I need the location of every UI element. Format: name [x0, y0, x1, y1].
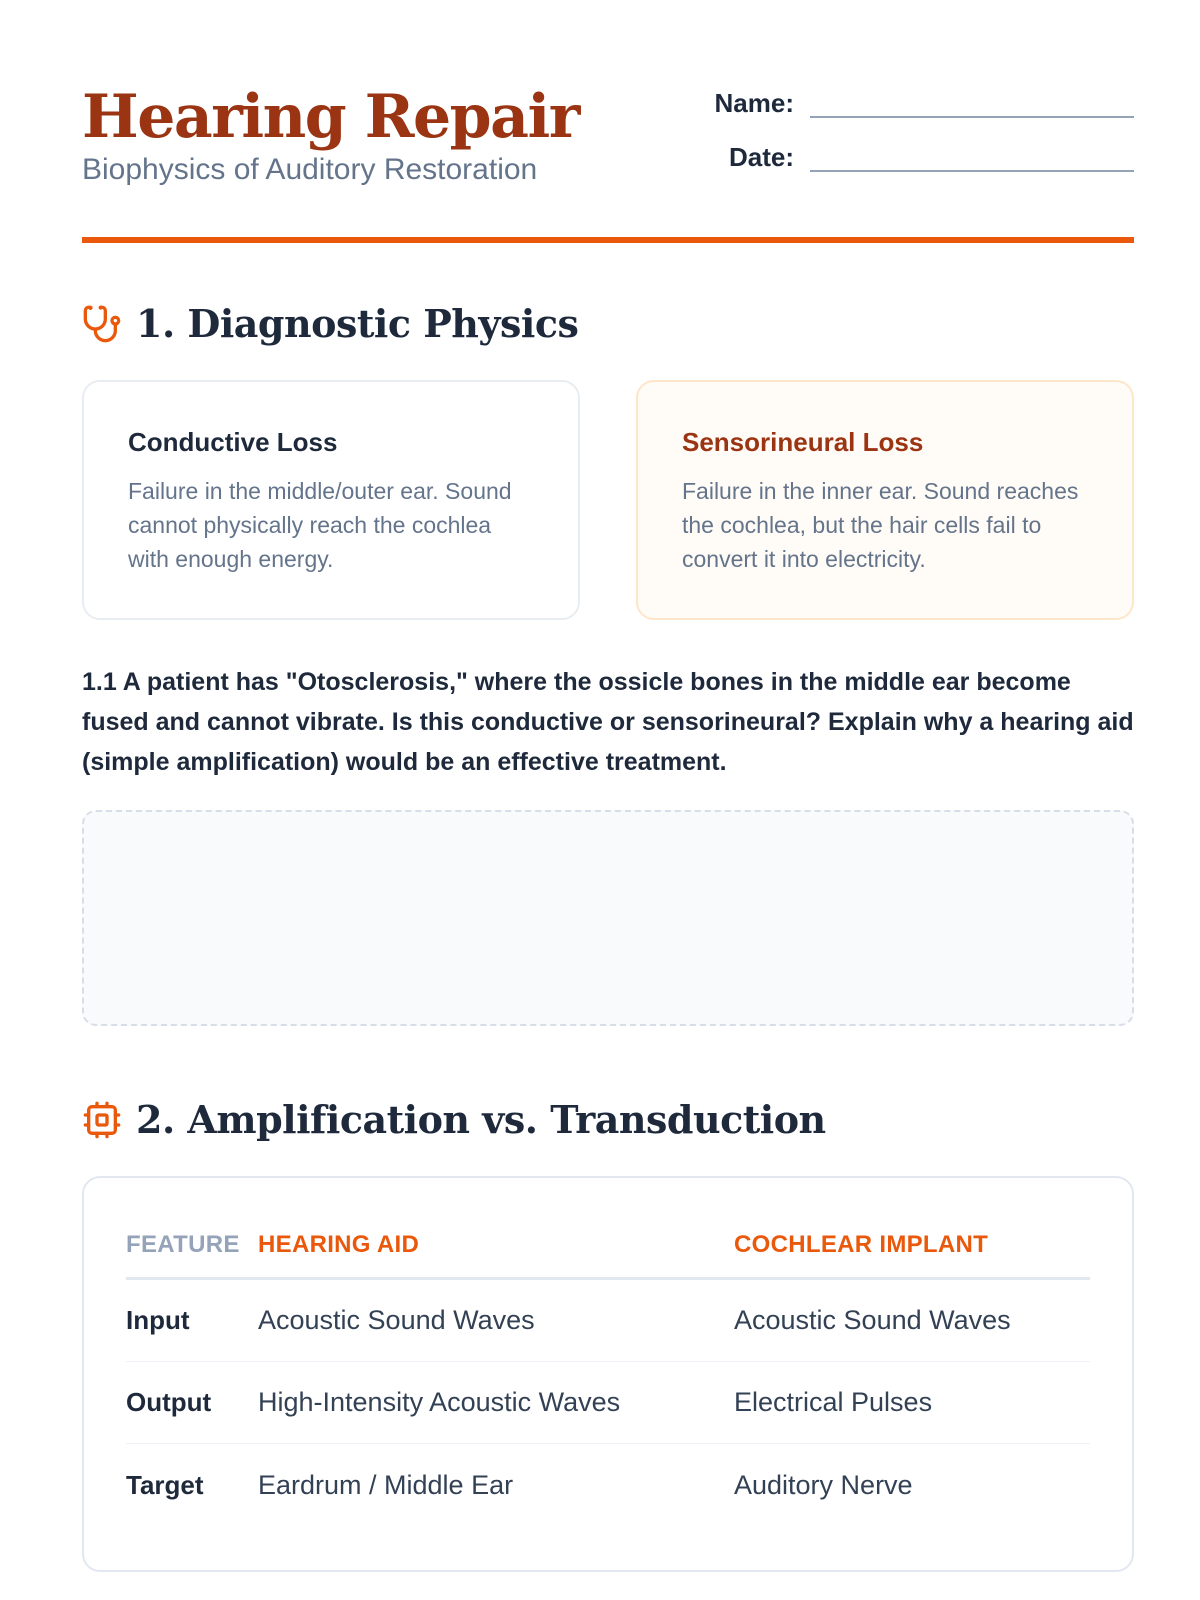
stethoscope-icon — [82, 304, 122, 344]
header-divider — [82, 237, 1134, 243]
column-header-feature: FEATURE — [126, 1231, 240, 1258]
page-title: Hearing Repair — [82, 82, 579, 152]
date-field-row — [694, 142, 1134, 172]
cochlear-implant-value: Auditory Nerve — [734, 1469, 913, 1500]
name-label: Name: — [714, 88, 794, 118]
card-text: Failure in the middle/outer ear. Sound cannot physically reach the cochlea with enough energy. — [128, 478, 512, 572]
section-1-heading — [82, 302, 578, 346]
hearing-aid-value: Acoustic Sound Waves — [258, 1305, 535, 1335]
card-title: Sensorineural Loss — [682, 427, 924, 457]
row-feature: Input — [126, 1305, 190, 1335]
name-field-row — [694, 88, 1134, 118]
date-field[interactable] — [810, 142, 1134, 172]
section-1-title: 1. Diagnostic Physics — [136, 301, 579, 346]
hearing-aid-value: Eardrum / Middle Ear — [258, 1469, 514, 1500]
row-feature: Target — [126, 1469, 204, 1500]
section-2-title: 2. Amplification vs. Transduction — [136, 1097, 826, 1142]
card-title: Conductive Loss — [128, 427, 338, 457]
comparison-table — [82, 1176, 1134, 1572]
name-field[interactable] — [810, 88, 1134, 118]
table-row — [126, 1280, 1090, 1362]
column-header-cochlear-implant: COCHLEAR IMPLANT — [734, 1231, 989, 1258]
conductive-loss-card — [82, 380, 580, 620]
sensorineural-loss-card — [636, 380, 1134, 620]
answer-box-1-1[interactable] — [82, 810, 1134, 1026]
cochlear-implant-value: Acoustic Sound Waves — [734, 1305, 1011, 1335]
table-header-row — [126, 1230, 1090, 1280]
hearing-aid-value: High-Intensity Acoustic Waves — [258, 1387, 621, 1417]
worksheet-header — [82, 82, 1134, 242]
card-text: Failure in the inner ear. Sound reaches the cochlea, but the hair cells fail to convert it into electricity. — [682, 478, 1079, 572]
chip-icon — [82, 1100, 122, 1140]
date-label: Date: — [728, 142, 794, 172]
section-2-heading — [82, 1098, 826, 1142]
cochlear-implant-value: Electrical Pulses — [734, 1387, 933, 1417]
page-subtitle: Biophysics of Auditory Restoration — [82, 153, 538, 186]
question-1-1: 1.1 A patient has "Otosclerosis," where the ossicle bones in the middle ear become fused and cannot vibrate. Is this conductive or sensorineural? Explain why a hearing aid (simple amplification) would be an effective treatment. — [82, 668, 1134, 776]
column-header-hearing-aid: HEARING AID — [258, 1231, 420, 1258]
row-feature: Output — [126, 1387, 212, 1417]
table-row — [126, 1444, 1090, 1526]
table-row — [126, 1362, 1090, 1444]
